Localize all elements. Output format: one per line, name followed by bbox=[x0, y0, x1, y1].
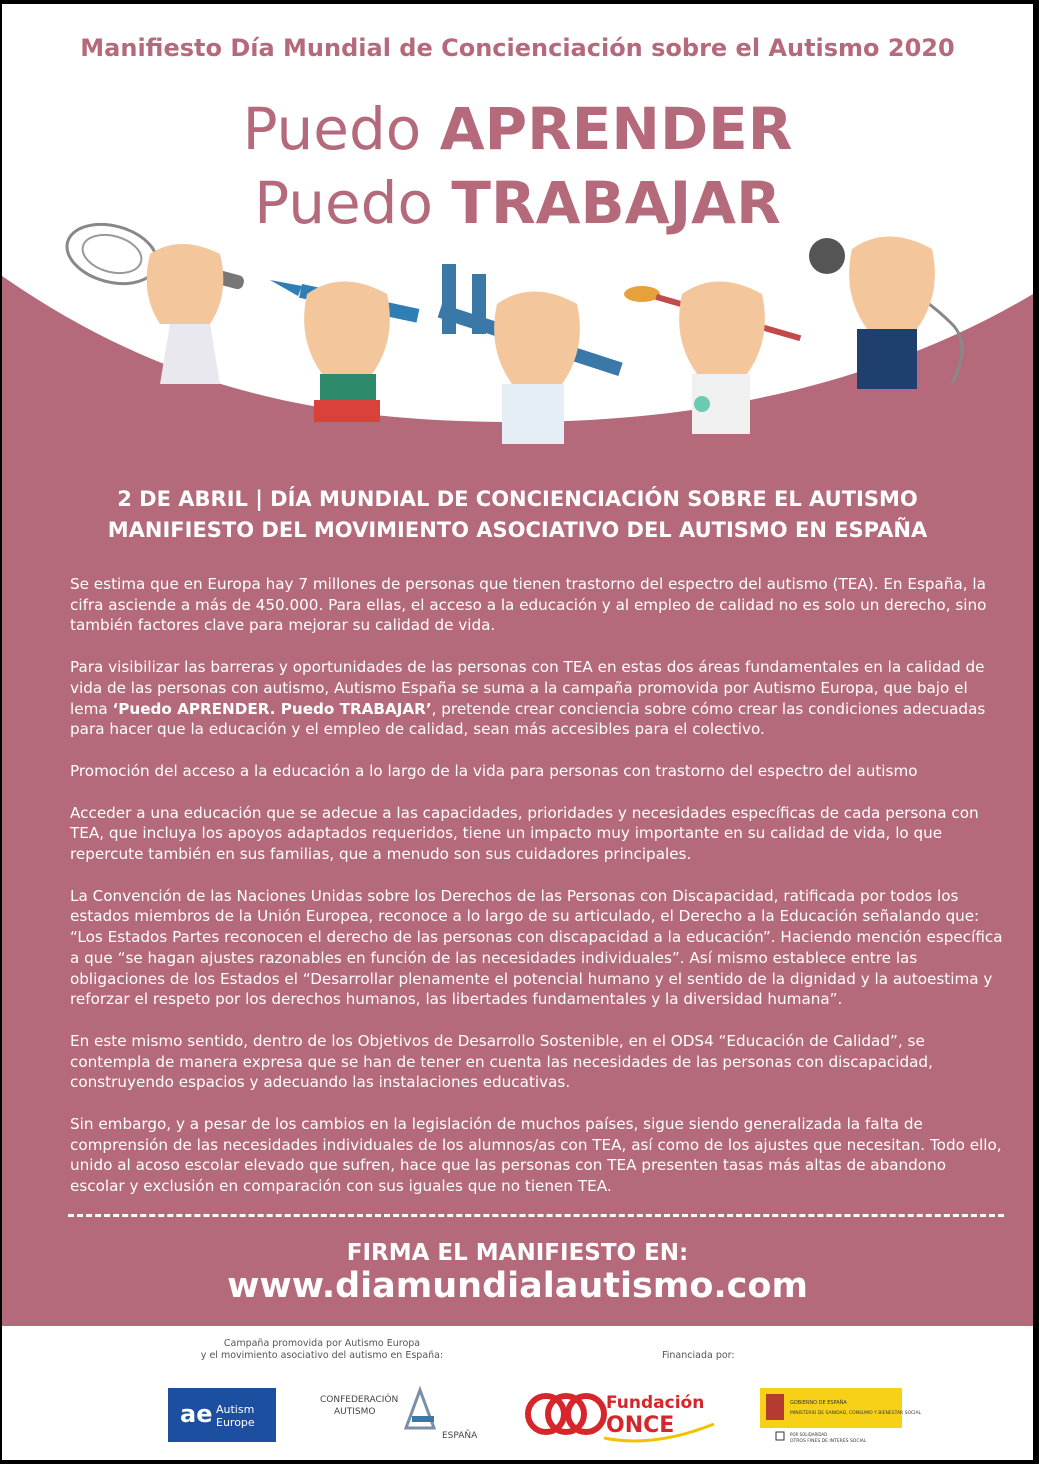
ae-text: Autism bbox=[216, 1403, 255, 1416]
headline-prefix: Puedo bbox=[254, 169, 452, 237]
once-text: Fundación bbox=[606, 1393, 705, 1413]
poster bbox=[2, 4, 1033, 1460]
section-title-line1: 2 DE ABRIL | DÍA MUNDIAL DE CONCIENCIACIÓN SOBRE EL AUTISMO bbox=[117, 487, 918, 511]
top-title: Manifiesto Día Mundial de Concienciación sobre el Autismo 2020 bbox=[80, 34, 955, 62]
section-title-line2: MANIFIESTO DEL MOVIMIENTO ASOCIATIVO DEL AUTISMO EN ESPAÑA bbox=[107, 518, 928, 542]
conf-text: CONFEDERACIÓN bbox=[320, 1395, 399, 1405]
headline-aprender bbox=[2, 96, 1033, 162]
funded-by: Financiada por: bbox=[662, 1350, 735, 1361]
section-title bbox=[2, 484, 1033, 546]
pencil-fist bbox=[270, 280, 419, 422]
once-text: ONCE bbox=[606, 1413, 675, 1438]
caliper-fist bbox=[438, 264, 623, 444]
autism-europe-logo bbox=[168, 1388, 276, 1442]
paragraph-text: Para visibilizar las barreras y oportunidades de las personas con TEA en estas dos áreas fundamentales en la calidad de vida de las personas con autismo, Autismo España se suma a la campaña promovida por Autismo Europa, que bajo el lema bbox=[70, 658, 985, 718]
headline-emph: APRENDER bbox=[439, 95, 793, 163]
ae-mark: ae bbox=[180, 1400, 213, 1428]
gov-text: GOBIERNO DE ESPAÑA bbox=[790, 1400, 847, 1406]
paragraph: La Convención de las Naciones Unidas sobre los Derechos de las Personas con Discapacidad, ratificada por todos los estados miembros de la Unión Europea, reconoce a lo largo de su articulado, el Derecho a la Educación señalando que: “Los Estados Partes reconocen el derecho de las personas con discapacidad a la educación”. Haciendo mención específica a que “se hagan ajustes razonables en función de las necesidades individuales”. Así mismo establece entre las obligaciones de los Estados el “Desarrollar plenamente el potencial humano y el sentido de la dignidad y la autoestima y reforzar el respeto por los derechos humanos, las libertades fundamentales y la diversidad humana”. bbox=[70, 886, 1003, 1009]
gov-text: MINISTERIO DE SANIDAD, CONSUMO Y BIENESTAR SOCIAL bbox=[790, 1411, 922, 1416]
paragraph: Se estima que en Europa hay 7 millones de personas que tienen trastorno del espectro del autismo (TEA). En España, la cifra asciende a más de 450.000. Para ellas, el acceso a la educación y al empleo de calidad no es solo un derecho, sino también factores clave para mejorar su calidad de vida. bbox=[70, 575, 987, 635]
microphone-fist bbox=[809, 237, 962, 390]
paragraph: Acceder a una educación que se adecue a las capacidades, prioridades y necesidades específicas de cada persona con TEA, que incluya los apoyos adaptados requeridos, tiene un impacto muy importante en su calidad de vida, lo que repercute también en sus familias, que a menudo son sus cuidadores principales. bbox=[70, 803, 979, 864]
fundacion-once-logo bbox=[524, 1384, 724, 1444]
paragraph bbox=[70, 657, 1004, 740]
gov-text: POR SOLIDARIDAD bbox=[790, 1432, 828, 1437]
cta-label: FIRMA EL MANIFIESTO EN: bbox=[346, 1240, 689, 1266]
dashed-divider bbox=[68, 1214, 1004, 1217]
whisk-fist bbox=[60, 215, 245, 384]
paragraph: Promoción del acceso a la educación a lo largo de la vida para personas con trastorno del espectro del autismo bbox=[70, 761, 918, 780]
gobierno-espana-logo bbox=[760, 1388, 922, 1444]
conf-text: AUTISMO bbox=[334, 1407, 376, 1417]
paragraph-text: , pretende crear conciencia sobre cómo crear las condiciones adecuadas para hacer que la educación y el empleo de calidad, sean más accesibles para el colectivo. bbox=[70, 699, 986, 739]
cta-url-link[interactable]: www.diamundialautismo.com bbox=[227, 1266, 808, 1306]
promoted-line: y el movimiento asociativo del autismo en España: bbox=[200, 1350, 444, 1361]
fists-illustration bbox=[2, 204, 1033, 464]
campaign-slogan: ‘Puedo APRENDER. Puedo TRABAJAR’ bbox=[112, 699, 432, 718]
promoted-line: Campaña promovida por Autismo Europa bbox=[223, 1338, 421, 1349]
ae-text: Europe bbox=[216, 1416, 255, 1429]
autismo-espana-logo bbox=[320, 1388, 490, 1444]
manifesto-body bbox=[70, 574, 1004, 1218]
headline-prefix: Puedo bbox=[242, 95, 440, 163]
paragraph: En este mismo sentido, dentro de los Objetivos de Desarrollo Sostenible, en el ODS4 “Educación de Calidad”, se contempla de manera expresa que se han de tener en cuenta las necesidades de las personas con discapacidad, construyendo espacios y adecuando las instalaciones educativas. bbox=[70, 1031, 933, 1092]
headline-emph: TRABAJAR bbox=[451, 169, 781, 237]
conf-text: ESPAÑA bbox=[442, 1431, 478, 1441]
gov-text: OTROS FINES DE INTERÉS SOCIAL bbox=[790, 1439, 867, 1444]
paragraph: Sin embargo, y a pesar de los cambios en la legislación de muchos países, sigue siendo generalizada la falta de comprensión de las necesidades individuales de los alumnos/as con TEA, así como de los ajustes que necesitan. Todo ello, unido al acoso escolar elevado que sufren, hace que las personas con TEA presenten tasas más altas de abandono escolar y exclusión en comparación con sus iguales que no tienen TEA. bbox=[70, 1115, 1002, 1196]
paintbrush-fist bbox=[624, 282, 801, 435]
promoted-by bbox=[162, 1338, 482, 1362]
